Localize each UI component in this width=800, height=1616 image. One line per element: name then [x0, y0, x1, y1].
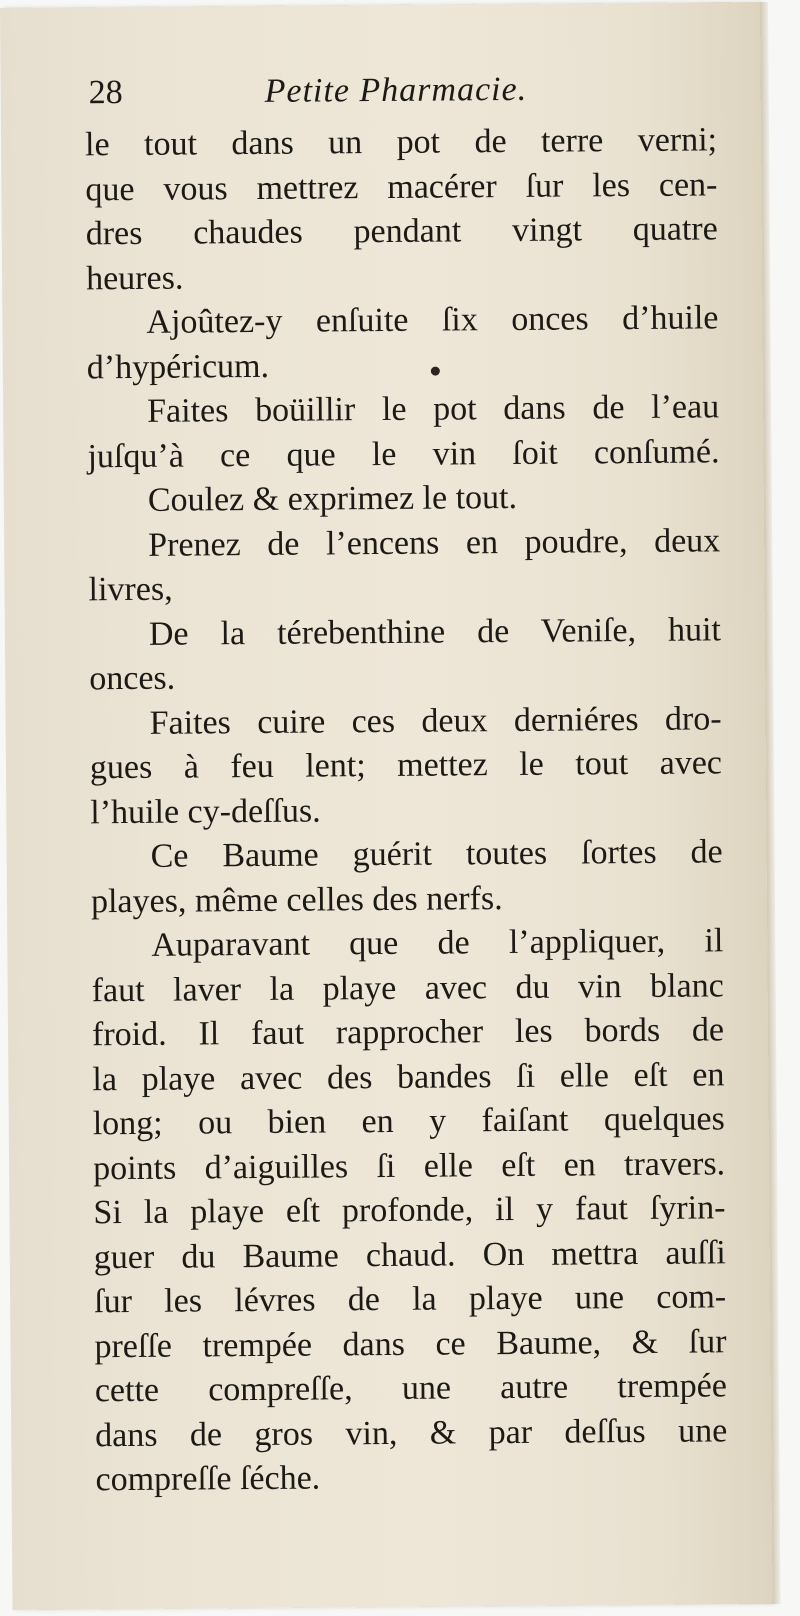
text-line: froid. Il faut rapprocher les bords de	[91, 1011, 725, 1054]
text-line: compreſſe ſéche.	[95, 1459, 321, 1499]
text-line: faut laver la playe avec du vin blanc	[91, 966, 724, 1009]
text-line: guer du Baume chaud. On mettra auſſi	[93, 1233, 726, 1276]
text-line: onces.	[89, 659, 176, 698]
text-line: cette compreſſe, une autre trempée	[94, 1367, 727, 1410]
text-line: que vous mettrez macérer ſur les cen-	[85, 165, 718, 208]
page-edge	[760, 2, 781, 1604]
text-line: heures.	[85, 259, 184, 297]
text-line: ſur les lévres de la playe une com-	[94, 1278, 727, 1321]
page-header	[84, 58, 716, 123]
text-line: long; ou bien en y faiſant quelques	[92, 1100, 725, 1143]
text-line: l’huile cy-deſſus.	[90, 792, 321, 831]
running-head: Petite Pharmacie.	[264, 70, 528, 110]
text-line: gues à feu lent; mettez le tout avec	[89, 744, 723, 787]
text-line: points d’aiguilles ſi elle eſt en travers.	[92, 1144, 726, 1187]
book-page	[0, 2, 773, 1610]
text-line: Ce Baume guérit toutes ſortes de	[150, 833, 723, 875]
text-line: la playe avec des bandes ſi elle eſt en	[92, 1055, 725, 1098]
text-line: Faites boüillir le pot dans de l’eau	[147, 388, 720, 430]
text-line: Coulez & exprimez le tout.	[147, 478, 518, 519]
text-line: De la térebenthine de Veniſe, huit	[148, 610, 722, 653]
text-line: livres,	[88, 570, 173, 609]
page-text-block	[84, 58, 727, 1502]
text-line: Auparavant que de l’appliquer, il	[151, 922, 724, 964]
text-line: Ajoûtez-y enſuite ſix onces d’huile	[146, 299, 719, 341]
text-line: juſqu’à ce que le vin ſoit conſumé.	[87, 432, 720, 475]
text-line: d’hypéricum.	[86, 347, 270, 386]
text-line: Faites cuire ces deux derniéres dro-	[149, 699, 722, 742]
text-line: dans de gros vin, & par deſſus une	[95, 1411, 728, 1454]
text-line: preſſe trempée dans ce Baume, & ſur	[94, 1322, 727, 1365]
text-line: dres chaudes pendant vingt quatre	[85, 210, 718, 253]
text-line: Si la playe eſt profonde, il y faut ſyrin-	[93, 1189, 726, 1232]
page-number: 28	[88, 74, 123, 112]
text-line: le tout dans un pot de terre verni;	[84, 121, 718, 164]
text-line: playes, même celles des nerfs.	[90, 879, 503, 920]
text-line: Prenez de l’encens en poudre, deux	[148, 521, 721, 564]
